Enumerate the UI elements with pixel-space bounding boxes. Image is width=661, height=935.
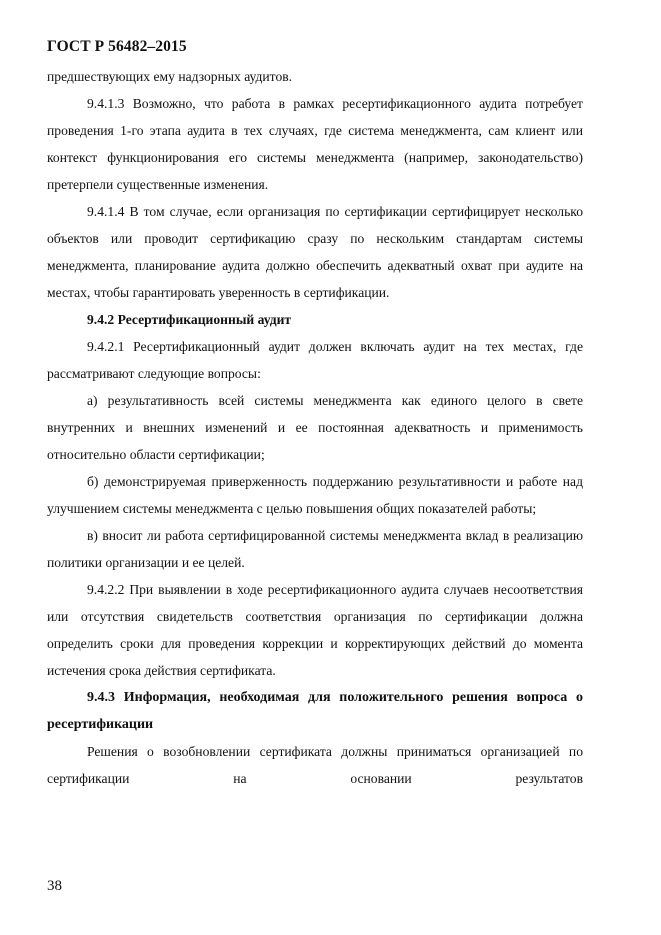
paragraph-9-4-2-2: 9.4.2.2 При выявлении в ходе ресертификационного аудита случаев несоответствия или отсутствия свидетельств соответствия организация по сертификации должна определить сроки для проведения коррекции и корректирующих действий до момента истечения срока действия сертификата. <box>47 582 583 678</box>
page-number: 38 <box>47 878 62 894</box>
list-item-v: в) вносит ли работа сертифицированной системы менеджмента вклад в реализацию политики организации и ее целей. <box>47 528 583 570</box>
paragraph-9-4-1-3: 9.4.1.3 Возможно, что работа в рамках ресертификационного аудита потребует проведения 1-го этапа аудита в тех случаях, где система менеджмента, сам клиент или контекст функционирования его системы менеджмента (например, законодательство) претерпели существенные изменения. <box>47 96 583 192</box>
paragraph-9-4-1-4: 9.4.1.4 В том случае, если организация по сертификации сертифицирует несколько объектов или проводит сертификацию сразу по нескольким стандартам системы менеджмента, планирование аудита должно обеспечить адекватный охват при аудите на местах, чтобы гарантировать уверенность в сертификации. <box>47 204 583 300</box>
paragraph-decision: Решения о возобновлении сертификата должны приниматься организацией по сертификации на основании результатов <box>47 744 583 786</box>
document-header: ГОСТ Р 56482–2015 <box>47 38 187 55</box>
section-heading-9-4-3: 9.4.3 Информация, необходимая для положительного решения вопроса о ресертификации <box>47 690 583 732</box>
list-item-b: б) демонстрируемая приверженность поддержанию результативности и работе над улучшением системы менеджмента с целью повышения общих показателей работы; <box>47 474 583 516</box>
list-item-a: а) результативность всей системы менеджмента как единого целого в свете внутренних и внешних изменений и ее постоянная адекватность и применимость относительно области сертификации; <box>47 393 583 462</box>
section-heading-9-4-2: 9.4.2 Ресертификационный аудит <box>87 312 292 327</box>
document-body <box>47 63 583 792</box>
paragraph-9-4-2-1: 9.4.2.1 Ресертификационный аудит должен включать аудит на тех местах, где рассматривают следующие вопросы: <box>47 339 583 381</box>
paragraph-continuation: предшествующих ему надзорных аудитов. <box>47 69 293 84</box>
